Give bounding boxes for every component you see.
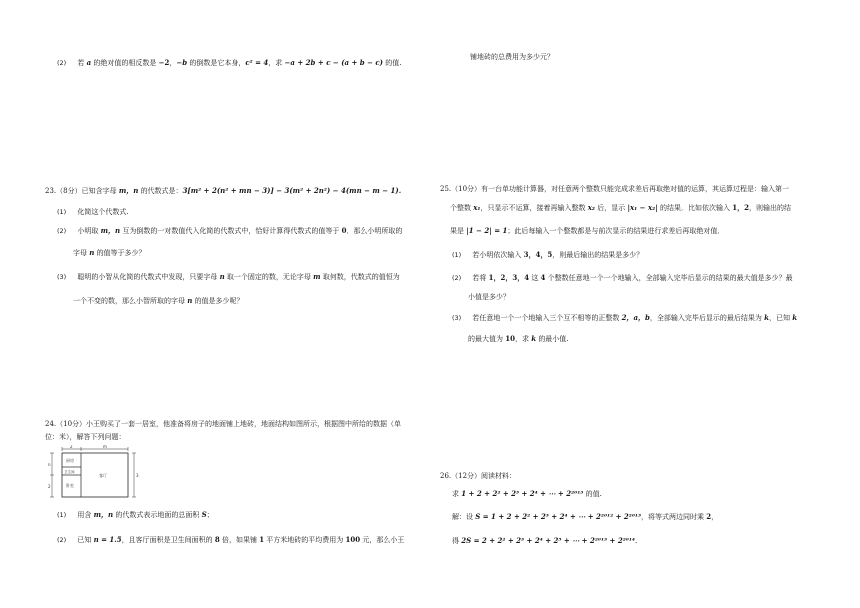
dim-label-left-a: n bbox=[48, 462, 51, 467]
q24-part1: (1) 用含 m，n 的代数式表示地面的总面积 S； bbox=[57, 510, 214, 519]
room-bedroom-label: 卧室 bbox=[66, 483, 74, 488]
q24-part2: (2) 已知 n = 1.5，且客厅面积是卫生间面积的 8 倍，如果铺 1 平方米地砖的平均费用为 100 元，那么小王 bbox=[57, 535, 405, 544]
floor-plan-figure bbox=[48, 445, 140, 503]
q25-part3: (3) 若任意地一个一个地输入三个互不相等的正整数 2，a，b，全部输入完毕后显示的最后结果为 k，已知 k bbox=[452, 313, 798, 322]
room-kitchen-label: 厨房 bbox=[66, 458, 74, 463]
q26-title: 26.（12分）阅读材料： bbox=[440, 472, 517, 480]
q25-title: 25.（10分）有一台单功能计算器，对任意两个整数只能完成求差后再取绝对值的运算，其运算过程是：输入第一 bbox=[440, 185, 790, 193]
dim-label-top-a: 2 bbox=[70, 445, 73, 449]
q24-continuation: 铺地砖的总费用为多少元？ bbox=[470, 53, 554, 61]
right-column bbox=[440, 0, 835, 608]
q23-part2-line2: 字母 n 的值等于多少？ bbox=[73, 248, 146, 257]
q25-part3-line2: 的最大值为 10，求 k 的最小值. bbox=[468, 334, 569, 343]
room-bathroom-label: 卫生间 bbox=[64, 470, 75, 474]
q25-line3: 果是 |1 − 2| = 1；此后每输入一个整数都是与前次显示的结果进行求差后再取绝对值． bbox=[450, 226, 725, 235]
q26-line3: 得 2S = 2 + 2² + 2³ + 2⁴ + 2⁵ + ⋯ + 2²⁰¹³ + 2²⁰¹⁴. bbox=[452, 536, 638, 545]
dim-label-left-b: 2 bbox=[48, 484, 51, 489]
q25-part2-line2: 小值是多少？ bbox=[468, 293, 510, 301]
q26-line2: 解：设 S = 1 + 2 + 2² + 2³ + 2⁴ + ⋯ + 2²⁰¹² + 2²⁰¹³，将等式两边同时乘 2， bbox=[452, 512, 719, 521]
q23-part3: (3) 聪明的小智从化简的代数式中发现，只要字母 n 取一个固定的数，无论字母 m 取何数，代数式的值恒为 bbox=[57, 272, 400, 281]
q25-part2: (2) 若将 1，2，3，4 这 4 个整数任意地一个一个地输入，全部输入完毕后显示的结果的最大值是多少？最 bbox=[452, 273, 793, 282]
dim-label-right: 3 bbox=[136, 473, 139, 478]
q23-part3-line2: 一个不变的数，那么小智所取的字母 n 的值是多少呢？ bbox=[73, 296, 244, 305]
q26-line1: 求 1 + 2 + 2² + 2³ + 2⁴ + ⋯ + 2²⁰¹³ 的值. bbox=[452, 489, 602, 498]
q23-title: 23.（8分）已知含字母 m，n 的代数式是：3[m² + 2(n² + mn − 3)] − 3(m² + 2n²) − 4(mn − m − 1). bbox=[45, 186, 402, 195]
q25-line2: 个整数 x₁，只显示不运算，接着再输入整数 x₂ 后，显示 |x₁ − x₂| 的结果．比如依次输入 1，2，则输出的结 bbox=[450, 203, 791, 212]
room-living-label: 客厅 bbox=[99, 473, 107, 478]
left-column bbox=[40, 0, 435, 608]
q24-title-line2: 位：米），解答下列问题： bbox=[45, 433, 126, 441]
q23-part2: (2) 小明取 m，n 互为倒数的一对数值代入化简的代数式中，恰好计算得代数式的值等于 0．那么小明所取的 bbox=[57, 226, 403, 235]
q25-part1: (1) 若小明依次输入 3，4，5，则最后输出的结果是多少？ bbox=[452, 250, 644, 259]
dim-label-top-b: m bbox=[103, 445, 107, 449]
q22-part2: (2) 若 a 的绝对值的相反数是 −2，−b 的倒数是它本身，c² = 4，求 −a + 2b + c − (a + b − c) 的值. bbox=[57, 58, 402, 67]
q23-part1: (1) 化简这个代数式. bbox=[57, 208, 129, 216]
q24-title-line1: 24.（10分）小王购买了一套一居室，他准备将房子的地面铺上地砖，地面结构如图所示，根据图中所给的数据（单 bbox=[45, 420, 402, 428]
